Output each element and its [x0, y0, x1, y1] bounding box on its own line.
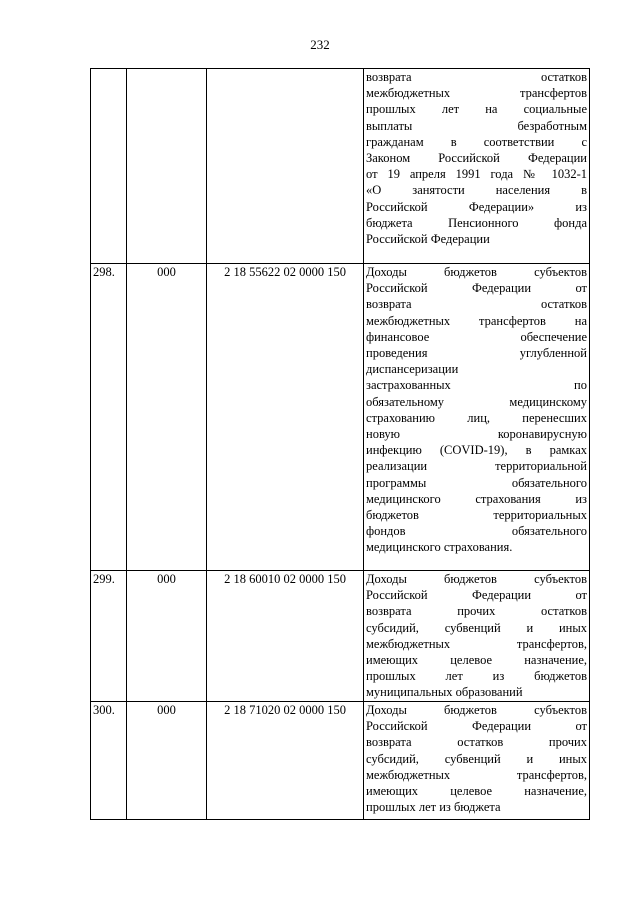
description-cell: [364, 69, 590, 264]
description-line: прошлых лет на социальные: [366, 102, 587, 117]
description-line: реализации территориальной: [366, 459, 587, 474]
row-number-cell: 299.: [91, 571, 127, 702]
description-line: межбюджетных трансфертов: [366, 86, 587, 101]
row-number-cell: 298.: [91, 264, 127, 571]
description-line: Российской Федерации от: [366, 588, 587, 603]
description-line: Российской Федерации: [366, 232, 490, 247]
description-line: Российской Федерации от: [366, 719, 587, 734]
description-line: диспансеризации: [366, 362, 459, 377]
description-line: проведения углубленной: [366, 346, 587, 361]
description-line: межбюджетных трансфертов на: [366, 313, 587, 328]
description-line: имеющих целевое назначение,: [366, 653, 587, 668]
description-line: новую коронавирусную: [366, 427, 587, 442]
description-line: от 19 апреля 1991 года № 1032-1: [366, 167, 587, 182]
description-cell: [364, 264, 590, 571]
admin-code-cell: 000: [127, 264, 207, 571]
description-line: обязательному медицинскому: [366, 394, 587, 409]
description-line: медицинского страхования.: [366, 540, 513, 555]
description-line: медицинского страхования из: [366, 491, 587, 506]
description-line: выплаты безработным: [366, 118, 587, 133]
description-line: субсидий, субвенций и иных: [366, 751, 587, 766]
table-row: [91, 264, 590, 571]
description-line: финансовое обеспечение: [366, 329, 587, 344]
budget-revenue-table: [90, 68, 590, 820]
admin-code-cell: 000: [127, 702, 207, 820]
description-line: Российской Федерации от: [366, 281, 587, 296]
description-line: фондов обязательного: [366, 524, 587, 539]
description-line: инфекцию (COVID-19), в рамках: [366, 443, 587, 458]
admin-code-cell: 000: [127, 571, 207, 702]
budget-code-cell: 2 18 60010 02 0000 150: [207, 571, 364, 702]
budget-code-cell: [207, 69, 364, 264]
description-line: Доходы бюджетов субъектов: [366, 572, 587, 586]
description-line: прошлых лет из бюджета: [366, 800, 501, 815]
description-line: возврата остатков: [366, 297, 587, 312]
description-line: бюджета Пенсионного фонда: [366, 215, 587, 230]
table-row: [91, 702, 590, 820]
description-line: страхованию лиц, перенесших: [366, 410, 587, 425]
description-line: прошлых лет из бюджетов: [366, 669, 587, 684]
description-cell: [364, 571, 590, 702]
description-line: субсидий, субвенций и иных: [366, 620, 587, 635]
description-line: имеющих целевое назначение,: [366, 784, 587, 799]
description-line: возврата прочих остатков: [366, 604, 587, 619]
budget-code-cell: 2 18 55622 02 0000 150: [207, 264, 364, 571]
page-number: 232: [310, 37, 330, 52]
description-line: программы обязательного: [366, 475, 587, 490]
description-line: Доходы бюджетов субъектов: [366, 703, 587, 717]
description-line: гражданам в соответствии с: [366, 134, 587, 149]
description-line: возврата остатков: [366, 70, 587, 84]
description-line: возврата остатков прочих: [366, 735, 587, 750]
description-line: межбюджетных трансфертов,: [366, 636, 587, 651]
table-row: [91, 571, 590, 702]
admin-code-cell: [127, 69, 207, 264]
description-line: межбюджетных трансфертов,: [366, 767, 587, 782]
budget-code-cell: 2 18 71020 02 0000 150: [207, 702, 364, 820]
description-line: застрахованных по: [366, 378, 587, 393]
description-line: муниципальных образований: [366, 685, 523, 700]
table-row: [91, 69, 590, 264]
description-line: бюджетов территориальных: [366, 508, 587, 523]
description-line: Доходы бюджетов субъектов: [366, 265, 587, 279]
description-line: Российской Федерации» из: [366, 199, 587, 214]
description-cell: [364, 702, 590, 820]
row-number-cell: 300.: [91, 702, 127, 820]
row-number-cell: [91, 69, 127, 264]
description-line: Законом Российской Федерации: [366, 151, 587, 166]
description-line: «О занятости населения в: [366, 183, 587, 198]
